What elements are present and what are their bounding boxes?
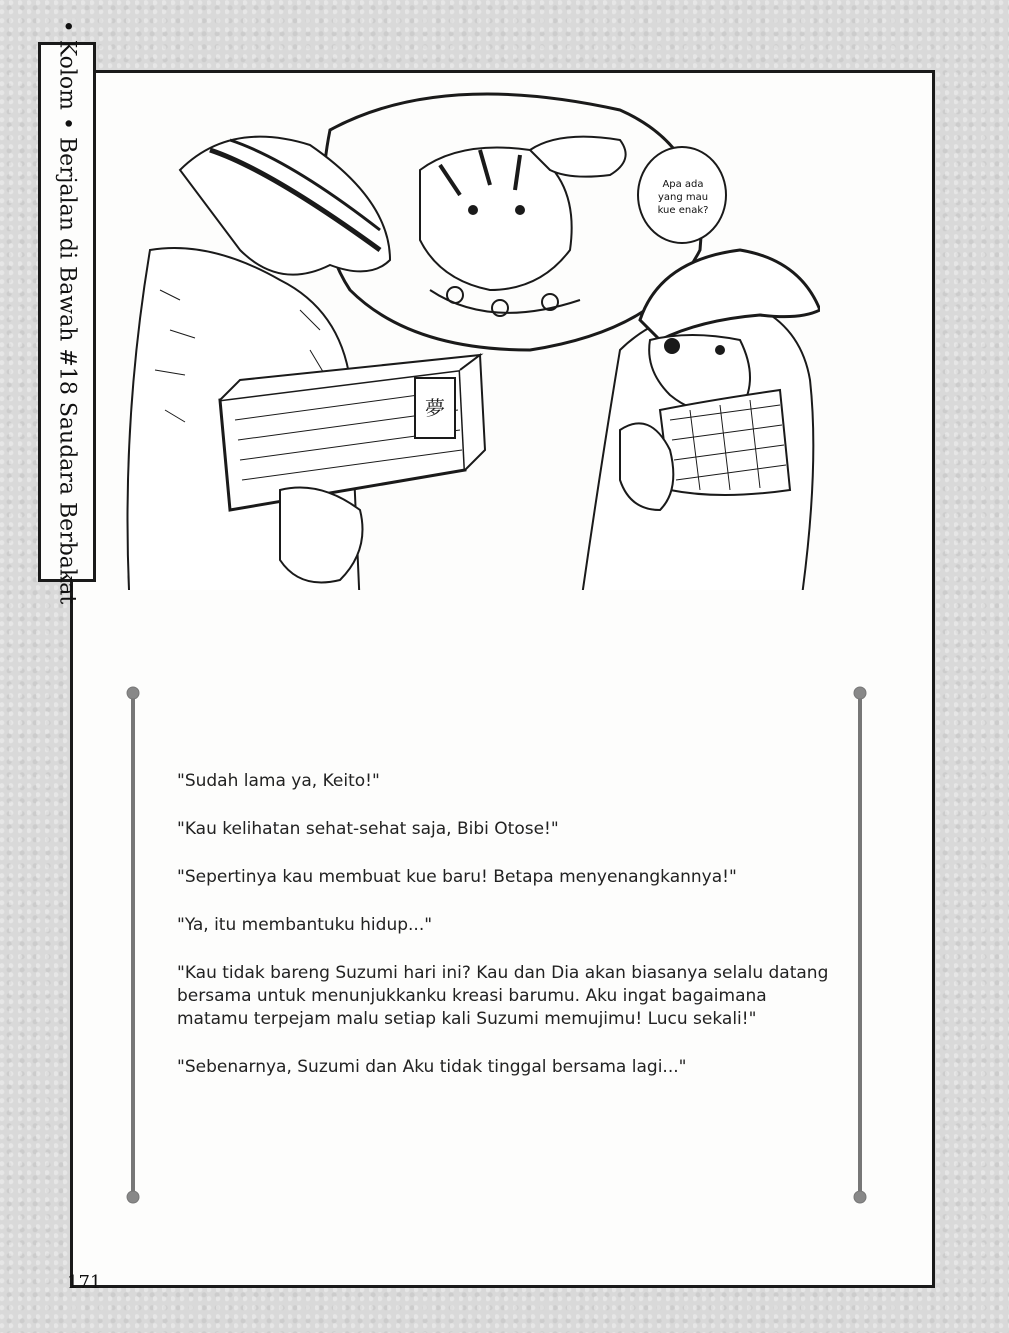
column-title: • Kolom • Berjalan di Bawah #18 Saudara Berbakat	[54, 19, 80, 605]
speech-bubble-text: Apa ada yang mau kue enak?	[657, 179, 709, 216]
dialogue-line: "Kau tidak bareng Suzumi hari ini? Kau dan Dia akan biasanya selalu datang bersama untuk menunjukkanku kreasi barumu. Aku ingat bagaimana matamu terpejam malu setiap kali Suzumi memujimu! Lucu sekali!"	[177, 963, 829, 1029]
dialogue-line: "Sepertinya kau membuat kue baru! Betapa menyenangkannya!"	[177, 867, 737, 887]
dialogue-line: "Sebenarnya, Suzumi dan Aku tidak tinggal bersama lagi..."	[177, 1057, 687, 1077]
box-label: 夢	[425, 396, 445, 420]
dialogue-line: "Ya, itu membantuku hidup..."	[177, 915, 433, 935]
page-number: 171	[67, 1272, 102, 1293]
dialogue-text	[177, 770, 842, 1104]
badger-illustration	[60, 50, 820, 590]
dialogue-line: "Kau kelihatan sehat-sehat saja, Bibi Otose!"	[177, 819, 559, 839]
dialogue-line: "Sudah lama ya, Keito!"	[177, 771, 380, 791]
column-title-tab	[38, 19, 96, 605]
